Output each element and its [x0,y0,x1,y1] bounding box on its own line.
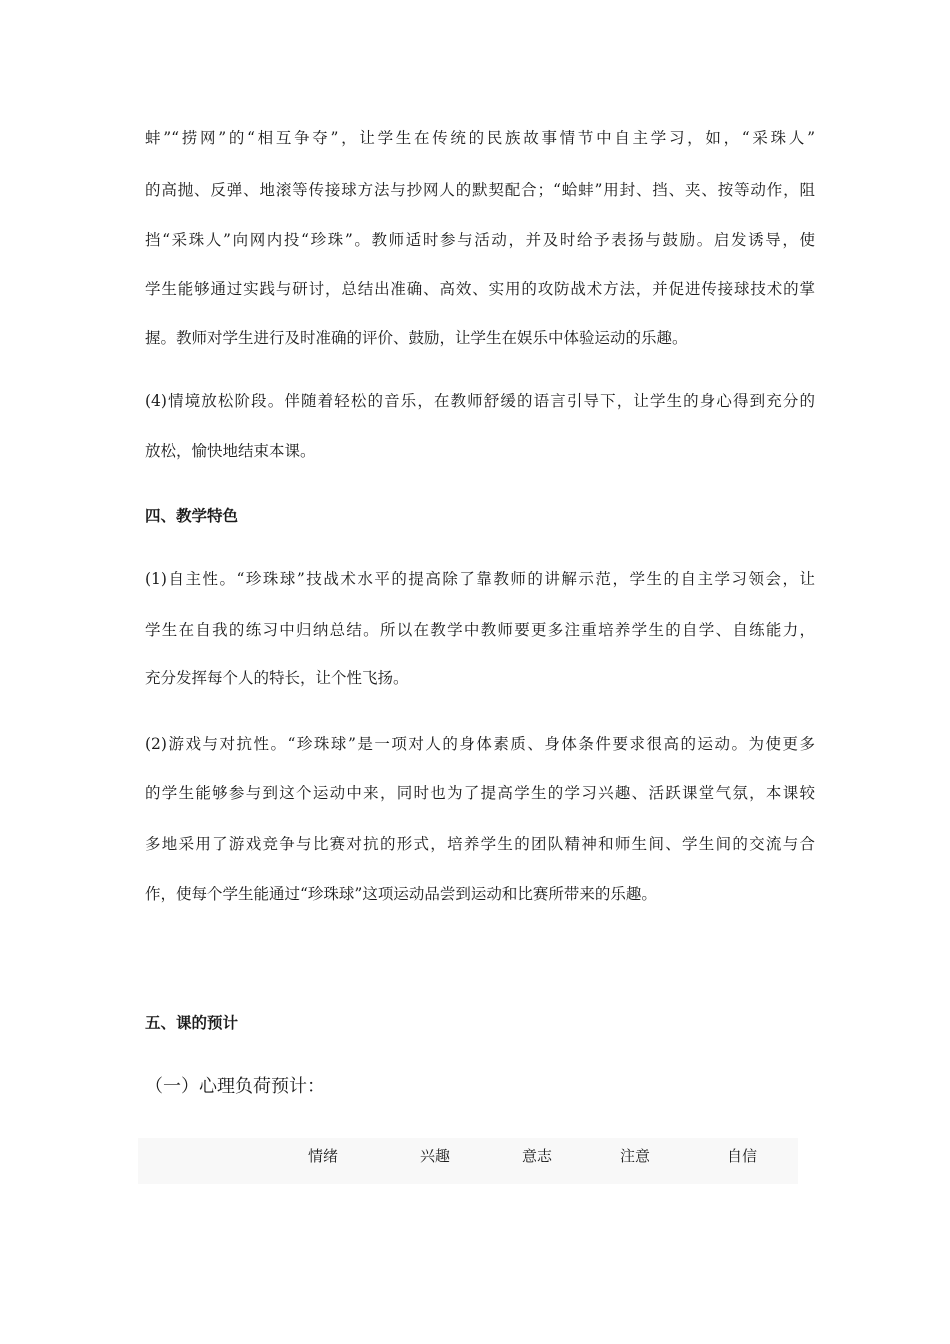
table-header-cell: 兴趣 [420,1147,451,1165]
paragraph-line: (1)自主性。“珍珠球”技战术水平的提高除了靠教师的讲解示范，学生的自主学习领会，让 [145,570,815,588]
table-header-row [138,1138,798,1184]
paragraph-line: 的高抛、反弹、地滚等传接球方法与抄网人的默契配合；“蛤蚌”用封、挡、夹、按等动作，阻 [145,181,815,199]
paragraph-line: 放松，愉快地结束本课。 [145,442,316,460]
section-heading: 四、教学特色 [145,506,239,525]
table-header-cell: 注意 [620,1147,651,1165]
paragraph-line: (2)游戏与对抗性。“珍珠球”是一项对人的身体素质、身体条件要求很高的运动。为使更多 [145,735,815,753]
section-heading: 五、课的预计 [145,1013,239,1032]
paragraph-line: 充分发挥每个人的特长，让个性飞扬。 [145,669,409,687]
paragraph-line: 蚌”“捞网”的“相互争夺”，让学生在传统的民族故事情节中自主学习，如，“采珠人” [145,129,815,147]
paragraph-line: 的学生能够参与到这个运动中来，同时也为了提高学生的学习兴趣、活跃课堂气氛，本课较 [145,784,815,802]
table-header-cell: 意志 [522,1147,553,1165]
paragraph-line: 挡“采珠人”向网内投“珍珠”。教师适时参与活动，并及时给予表扬与鼓励。启发诱导，使 [145,231,815,249]
table-header-cell: 情绪 [308,1147,339,1165]
paragraph-line: (4)情境放松阶段。伴随着轻松的音乐，在教师舒缓的语言引导下，让学生的身心得到充分的 [145,392,815,410]
paragraph-line: 作，使每个学生能通过“珍珠球”这项运动品尝到运动和比赛所带来的乐趣。 [145,885,657,903]
paragraph-line: 多地采用了游戏竞争与比赛对抗的形式，培养学生的团队精神和师生间、学生间的交流与合 [145,835,815,853]
paragraph-line: 学生在自我的练习中归纳总结。所以在教学中教师要更多注重培养学生的自学、自练能力， [145,621,815,639]
table-header-cell: 自信 [727,1147,758,1165]
paragraph-line: 握。教师对学生进行及时准确的评价、鼓励，让学生在娱乐中体验运动的乐趣。 [145,329,688,347]
subsection-heading: （一）心理负荷预计： [145,1076,325,1097]
paragraph-line: 学生能够通过实践与研讨，总结出准确、高效、实用的攻防战术方法，并促进传接球技术的掌 [145,280,815,298]
